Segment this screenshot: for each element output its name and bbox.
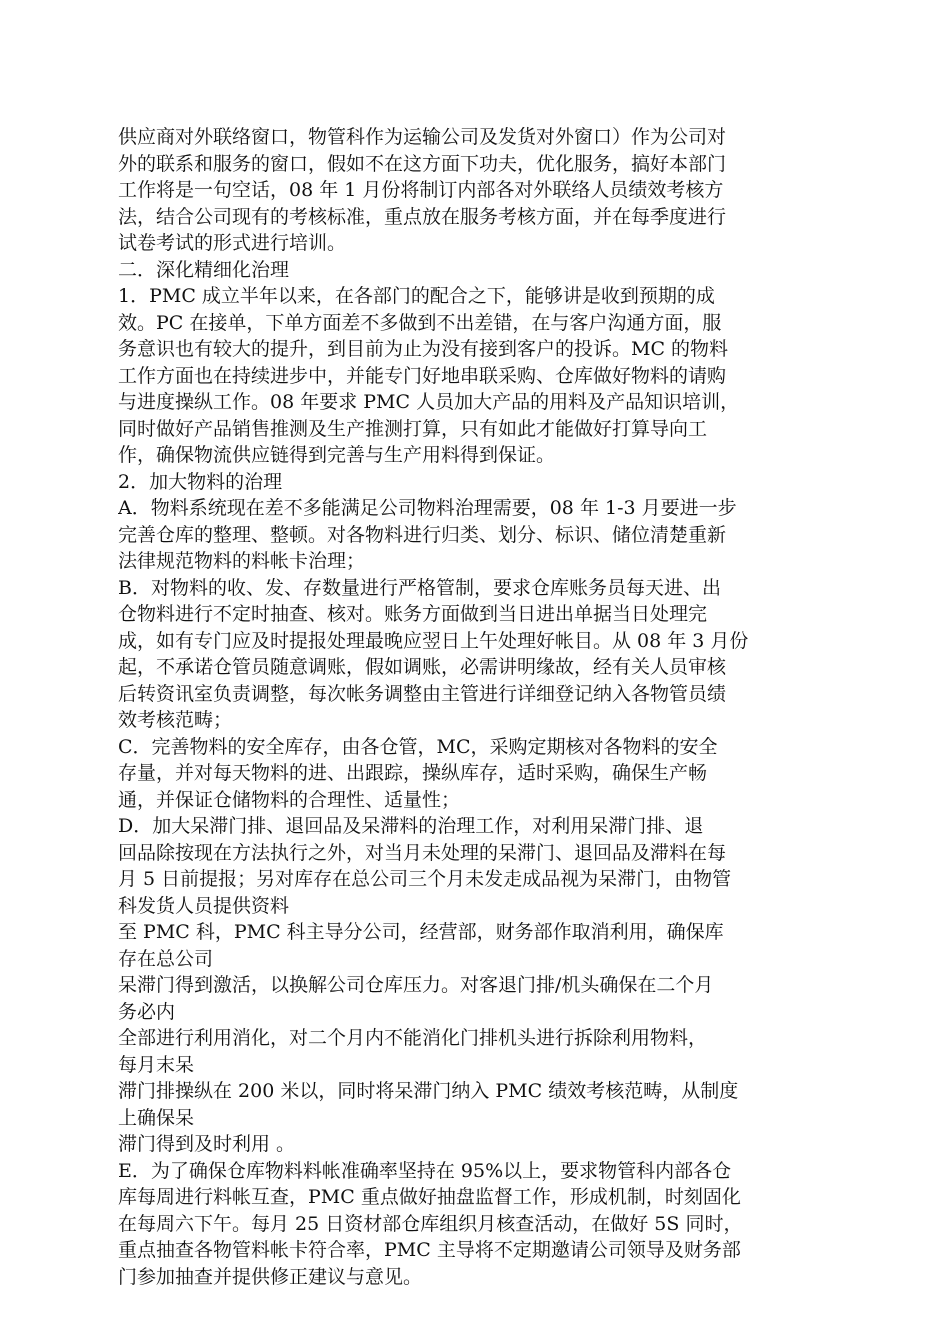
text-line: 务必内 <box>118 1000 176 1023</box>
text-line: 1．PMC 成立半年以来，在各部门的配合之下，能够讲是收到预期的成 <box>118 285 715 307</box>
text-line: 法，结合公司现有的考核标准，重点放在服务考核方面，并在每季度进行 <box>118 205 727 228</box>
subsection-heading: 2．加大物料的治理 <box>118 470 283 493</box>
text-line: 重点抽查各物管料帐卡符合率，PMC 主导将不定期邀请公司领导及财务部 <box>118 1239 741 1261</box>
text-line: 滞门得到及时利用 。 <box>118 1133 296 1155</box>
text-line: 在每周六下午。每月 25 日资材部仓库组织月核查活动，在做好 5S 同时， <box>118 1212 743 1235</box>
text-line: 后转资讯室负责调整，每次帐务调整由主管进行详细登记纳入各物管员绩 <box>118 682 727 705</box>
text-line: 门参加抽查并提供修正建议与意见。 <box>118 1265 423 1288</box>
text-line: 外的联系和服务的窗口，假如不在这方面下功夫，优化服务，搞好本部门 <box>118 152 727 175</box>
text-line: 起，不承诺仓管员随意调账，假如调账，必需讲明缘故，经有关人员审核 <box>118 656 727 678</box>
text-line: 每月末呆 <box>118 1053 195 1076</box>
text-line: 库每周进行料帐互查，PMC 重点做好抽盘监督工作，形成机制，时刻固化 <box>118 1186 741 1208</box>
text-line: B．对物料的收、发、存数量进行严格管制，要求仓库账务员每天进、出 <box>118 576 721 599</box>
text-line: 务意识也有较大的提升，到目前为止为没有接到客户的投诉。MC 的物料 <box>118 338 729 360</box>
text-line: E．为了确保仓库物料料帐准确率坚持在 95%以上，要求物管科内部各仓 <box>118 1159 732 1182</box>
text-line: 同时做好产品销售推测及生产推测打算，只有如此才能做好打算导向工 <box>118 417 708 440</box>
text-line: 科发货人员提供资料 <box>118 894 290 917</box>
text-line: 呆滞门得到激活，以换解公司仓库压力。对客退门排/机头确保在二个月 <box>118 974 714 996</box>
text-line: 效。PC 在接单，下单方面差不多做到不出差错，在与客户沟通方面，服 <box>118 311 722 334</box>
text-line: 滞门排操纵在 200 米以，同时将呆滞门纳入 PMC 绩效考核范畴，从制度 <box>118 1080 739 1102</box>
text-line: 仓物料进行不定时抽查、核对。账务方面做到当日进出单据当日处理完 <box>118 603 708 625</box>
text-line: 回品除按现在方法执行之外，对当月未处理的呆滞门、退回品及滞料在每 <box>118 841 727 864</box>
text-line: 供应商对外联络窗口，物管科作为运输公司及发货对外窗口）作为公司对 <box>118 126 727 148</box>
text-line: 存量，并对每天物料的进、出跟踪，操纵库存，适时采购，确保生产畅 <box>118 762 708 784</box>
text-line: 完善仓库的整理、整顿。对各物料进行归类、划分、标识、储位清楚重新 <box>118 523 727 546</box>
text-line: 存在总公司 <box>118 947 214 970</box>
document-body <box>118 124 834 1290</box>
text-line: 试卷考试的形式进行培训。 <box>118 232 347 254</box>
text-line: 通，并保证仓储物料的合理性、适量性； <box>118 788 461 811</box>
text-line: 上确保呆 <box>118 1106 195 1129</box>
text-line: 至 PMC 科，PMC 科主导分公司，经营部，财务部作取消利用，确保库 <box>118 921 724 943</box>
text-line: 与进度操纵工作。08 年要求 PMC 人员加大产品的用料及产品知识培训， <box>118 391 740 413</box>
text-line: 效考核范畴； <box>118 709 233 731</box>
text-line: 工作将是一句空话，08 年 1 月份将制订内部各对外联络人员绩效考核方 <box>118 179 724 201</box>
text-line: D．加大呆滞门排、退回品及呆滞料的治理工作，对利用呆滞门排、退 <box>118 815 704 837</box>
text-line: 月 5 日前提报；另对库存在总公司三个月未发走成品视为呆滞门，由物管 <box>118 868 732 890</box>
text-line: 作，确保物流供应链得到完善与生产用料得到保证。 <box>118 444 556 466</box>
section-heading: 二．深化精细化治理 <box>118 258 290 281</box>
text-line: 全部进行利用消化，对二个月内不能消化门排机头进行拆除利用物料， <box>118 1027 708 1049</box>
text-line: A．物料系统现在差不多能满足公司物料治理需要，08 年 1-3 月要进一步 <box>118 497 737 519</box>
text-line: C．完善物料的安全库存，由各仓管，MC，采购定期核对各物料的安全 <box>118 735 718 758</box>
text-line: 法律规范物料的料帐卡治理； <box>118 550 366 572</box>
text-line: 成，如有专门应及时提报处理最晚应翌日上午处理好帐目。从 08 年 3 月份 <box>118 629 749 652</box>
text-line: 工作方面也在持续进步中，并能专门好地串联采购、仓库做好物料的请购 <box>118 364 727 387</box>
